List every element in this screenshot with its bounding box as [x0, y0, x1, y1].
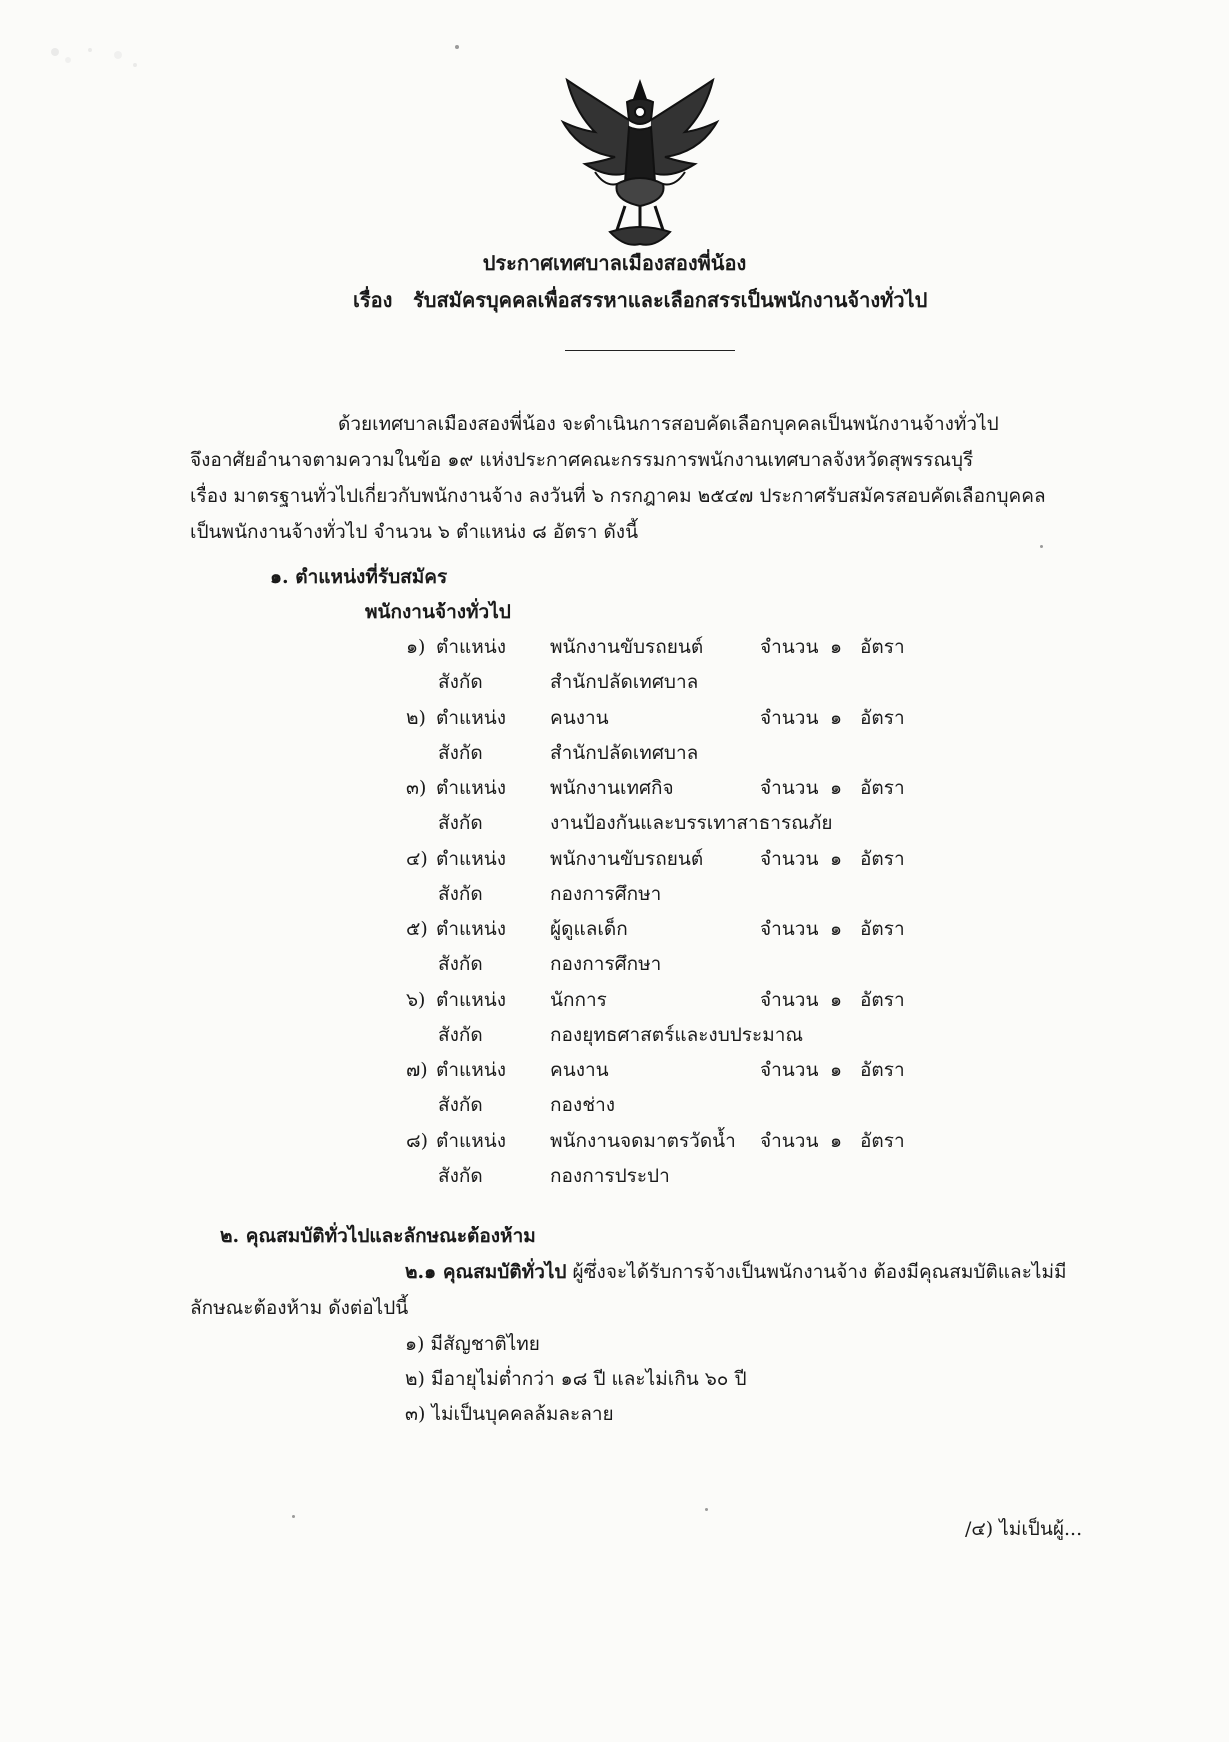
section1-subheading: พนักงานจ้างทั่วไป: [365, 601, 511, 623]
position-title: คนงาน: [550, 1059, 609, 1081]
affiliation-label: สังกัด: [438, 1024, 483, 1046]
qualification-item: ๒) มีอายุไม่ต่ำกว่า ๑๘ ปี และไม่เกิน ๖๐ ปี: [405, 1368, 747, 1390]
position-label: ตำแหน่ง: [436, 777, 507, 799]
subject-label: เรื่อง: [353, 288, 393, 312]
rate-label: อัตรา: [860, 636, 905, 658]
section1-heading: ๑. ตำแหน่งที่รับสมัคร: [270, 566, 448, 588]
section2-heading: ๒. คุณสมบัติทั่วไปและลักษณะต้องห้าม: [220, 1225, 536, 1247]
position-count: ๑: [830, 1130, 843, 1152]
qualification-item: ๑) มีสัญชาติไทย: [405, 1333, 540, 1355]
intro-line: เป็นพนักงานจ้างทั่วไป จำนวน ๖ ตำแหน่ง ๘ อัตรา ดังนี้: [190, 521, 639, 543]
position-number: ๗): [406, 1059, 428, 1081]
affiliation-label: สังกัด: [438, 883, 483, 905]
position-label: ตำแหน่ง: [436, 636, 507, 658]
position-number: ๖): [406, 989, 426, 1011]
position-number: ๔): [406, 848, 428, 870]
count-label: จำนวน: [760, 636, 819, 658]
scan-speck: [292, 1515, 295, 1518]
position-label: ตำแหน่ง: [436, 918, 507, 940]
count-label: จำนวน: [760, 918, 819, 940]
scan-speck: [455, 45, 459, 49]
intro-line: ด้วยเทศบาลเมืองสองพี่น้อง จะดำเนินการสอบคัดเลือกบุคคลเป็นพนักงานจ้างทั่วไป: [338, 413, 999, 435]
rate-label: อัตรา: [860, 707, 905, 729]
count-label: จำนวน: [760, 848, 819, 870]
position-title: พนักงานขับรถยนต์: [550, 636, 704, 658]
position-title: คนงาน: [550, 707, 609, 729]
subject-text: รับสมัครบุคคลเพื่อสรรหาและเลือกสรรเป็นพนักงานจ้างทั่วไป: [413, 288, 928, 312]
rate-label: อัตรา: [860, 918, 905, 940]
position-label: ตำแหน่ง: [436, 1130, 507, 1152]
affiliation-label: สังกัด: [438, 671, 483, 693]
position-department: กองยุทธศาสตร์และงบประมาณ: [550, 1024, 804, 1046]
position-department: กองการศึกษา: [550, 953, 662, 975]
position-department: กองช่าง: [550, 1094, 616, 1116]
section2-1-line: [405, 1258, 1067, 1286]
position-department: กองการศึกษา: [550, 883, 662, 905]
rate-label: อัตรา: [860, 1130, 905, 1152]
scan-speck: [1040, 545, 1043, 548]
count-label: จำนวน: [760, 989, 819, 1011]
position-number: ๑): [406, 636, 426, 658]
position-number: ๘): [406, 1130, 429, 1152]
position-department: สำนักปลัดเทศบาล: [550, 671, 699, 693]
position-department: กองการประปา: [550, 1165, 670, 1187]
position-title: พนักงานขับรถยนต์: [550, 848, 704, 870]
position-label: ตำแหน่ง: [436, 848, 507, 870]
count-label: จำนวน: [760, 1059, 819, 1081]
affiliation-label: สังกัด: [438, 953, 483, 975]
position-department: สำนักปลัดเทศบาล: [550, 742, 699, 764]
position-count: ๑: [830, 1059, 843, 1081]
affiliation-label: สังกัด: [438, 742, 483, 764]
section2-1-text: ผู้ซึ่งจะได้รับการจ้างเป็นพนักงานจ้าง ต้องมีคุณสมบัติและไม่มี: [566, 1261, 1067, 1283]
affiliation-label: สังกัด: [438, 1165, 483, 1187]
position-number: ๒): [406, 707, 426, 729]
position-department: งานป้องกันและบรรเทาสาธารณภัย: [550, 812, 833, 834]
section2-1-text-cont: ลักษณะต้องห้าม ดังต่อไปนี้: [190, 1297, 409, 1319]
rate-label: อัตรา: [860, 1059, 905, 1081]
garuda-emblem-icon: [555, 72, 725, 252]
position-count: ๑: [830, 636, 843, 658]
section2-1-heading: ๒.๑ คุณสมบัติทั่วไป: [405, 1261, 567, 1283]
intro-line: จึงอาศัยอำนาจตามความในข้อ ๑๙ แห่งประกาศคณะกรรมการพนักงานเทศบาลจังหวัดสุพรรณบุรี: [190, 449, 974, 471]
position-count: ๑: [830, 989, 843, 1011]
title-divider: [565, 350, 735, 351]
affiliation-label: สังกัด: [438, 812, 483, 834]
position-count: ๑: [830, 707, 843, 729]
position-count: ๑: [830, 918, 843, 940]
position-title: นักการ: [550, 989, 607, 1011]
count-label: จำนวน: [760, 777, 819, 799]
position-title: พนักงานจดมาตรวัดน้ำ: [550, 1130, 736, 1152]
rate-label: อัตรา: [860, 777, 905, 799]
position-title: พนักงานเทศกิจ: [550, 777, 674, 799]
position-count: ๑: [830, 848, 843, 870]
count-label: จำนวน: [760, 1130, 819, 1152]
affiliation-label: สังกัด: [438, 1094, 483, 1116]
position-label: ตำแหน่ง: [436, 707, 507, 729]
scan-smudge: [40, 40, 150, 80]
position-number: ๓): [406, 777, 427, 799]
count-label: จำนวน: [760, 707, 819, 729]
announcement-title: ประกาศเทศบาลเมืองสองพี่น้อง: [482, 251, 747, 275]
qualification-item: ๓) ไม่เป็นบุคคลล้มละลาย: [405, 1403, 614, 1425]
position-number: ๕): [406, 918, 428, 940]
position-label: ตำแหน่ง: [436, 1059, 507, 1081]
rate-label: อัตรา: [860, 989, 905, 1011]
position-count: ๑: [830, 777, 843, 799]
scan-speck: [705, 1508, 708, 1511]
position-label: ตำแหน่ง: [436, 989, 507, 1011]
rate-label: อัตรา: [860, 848, 905, 870]
intro-line: เรื่อง มาตรฐานทั่วไปเกี่ยวกับพนักงานจ้าง ลงวันที่ ๖ กรกฎาคม ๒๕๔๗ ประกาศรับสมัครสอบคัดเลือกบุคคล: [190, 485, 1046, 507]
position-title: ผู้ดูแลเด็ก: [550, 918, 628, 940]
continued-marker: /๔) ไม่เป็นผู้...: [965, 1518, 1083, 1540]
